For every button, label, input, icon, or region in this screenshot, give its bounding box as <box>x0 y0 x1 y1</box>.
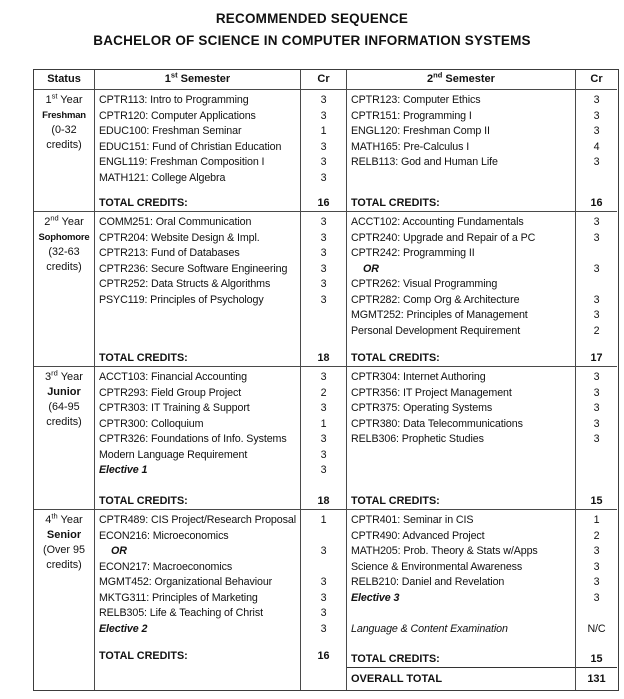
status-class-name: Sophomore <box>38 232 90 243</box>
course-credit: 1 <box>320 125 327 137</box>
course-name: EDUC100: Freshman Seminar <box>99 125 242 137</box>
header-semester-1 <box>95 70 301 89</box>
status-credit-range: (0-32 credits) <box>46 124 82 151</box>
course-credit: 3 <box>320 576 327 588</box>
sequence-table <box>33 69 619 691</box>
course-name: CPTR489: CIS Project/Research Proposal <box>99 514 296 526</box>
course-name <box>347 606 575 622</box>
total-credits-label: TOTAL CREDITS: <box>99 197 188 209</box>
header-sem1-sup: st <box>170 70 178 80</box>
course-credit: 3 <box>320 433 327 445</box>
status-class-name: Freshman <box>42 110 86 121</box>
course-credit: 3 <box>593 417 600 430</box>
course-name: OR <box>363 262 379 275</box>
header-semester-2 <box>347 70 576 89</box>
course-name: CPTR380: Data Telecommunications <box>351 417 523 430</box>
sem1-credits-column <box>301 366 347 509</box>
year-block <box>34 366 618 509</box>
course-credit <box>576 246 617 262</box>
course-credit: 3 <box>593 576 600 588</box>
total-credits-label: TOTAL CREDITS: <box>351 197 440 209</box>
status-year-word: Year <box>58 216 84 228</box>
course-name: RELB305: Life & Teaching of Christ <box>99 607 263 619</box>
course-credit: 3 <box>593 216 600 228</box>
page-title: RECOMMENDED SEQUENCE <box>215 11 409 26</box>
course-credit: 3 <box>593 156 600 168</box>
course-name: CPTR252: Data Structs & Algorithms <box>99 278 271 290</box>
year-block <box>34 211 618 366</box>
course-name: Elective 2 <box>99 622 148 635</box>
course-credit: 3 <box>320 545 327 557</box>
status-cell <box>34 89 95 211</box>
course-credit <box>576 277 617 293</box>
course-credit: 2 <box>593 529 600 542</box>
course-credit: 3 <box>320 278 327 290</box>
sem1-courses <box>95 211 301 366</box>
overall-total-label: OVERALL TOTAL <box>347 667 575 690</box>
sem2-credits-column <box>576 509 617 690</box>
status-year-word: Year <box>57 94 83 106</box>
course-credit: 3 <box>593 309 600 321</box>
course-credit: 3 <box>320 607 327 619</box>
course-name: RELB210: Daniel and Revelation <box>351 576 505 588</box>
course-name: RELB113: God and Human Life <box>351 156 498 168</box>
status-ordinal: 3 <box>45 371 52 383</box>
status-year-word: Year <box>57 514 83 526</box>
course-credit: 1 <box>320 417 327 430</box>
years-container <box>34 89 618 690</box>
sem2-credits-column <box>576 211 617 366</box>
course-credit: 3 <box>593 109 600 122</box>
course-name: ACCT103: Financial Accounting <box>99 371 247 383</box>
course-credit <box>301 560 346 576</box>
total-credits-value: 16 <box>590 197 603 209</box>
course-credit: 3 <box>593 293 600 306</box>
course-name: CPTR304: Internet Authoring <box>351 371 486 383</box>
status-class-name: Junior <box>47 386 81 398</box>
overall-total-value: 131 <box>576 667 617 690</box>
status-credit-range: (32-63 credits) <box>46 246 82 273</box>
course-credit: 1 <box>320 514 327 526</box>
status-ordinal-suffix: nd <box>50 213 59 223</box>
status-ordinal-suffix: rd <box>51 368 58 378</box>
sem1-credits-column <box>301 211 347 366</box>
status-ordinal: 2 <box>44 216 51 228</box>
course-credit: 4 <box>593 140 600 153</box>
course-credit: 3 <box>593 231 600 244</box>
status-credit-range: (64-95 credits) <box>46 401 82 428</box>
course-name: CPTR375: Operating Systems <box>351 402 493 414</box>
sem2-credits-column <box>576 366 617 509</box>
course-name: CPTR282: Comp Org & Architecture <box>351 293 520 306</box>
course-credit: 3 <box>593 433 600 445</box>
course-credit: 2 <box>593 324 600 337</box>
course-credit: 3 <box>593 560 600 573</box>
course-credit: 1 <box>593 514 600 526</box>
course-name: CPTR120: Computer Applications <box>99 109 256 122</box>
course-name: Elective 1 <box>99 464 148 476</box>
header-status: Status <box>34 70 95 89</box>
total-credits-label: TOTAL CREDITS: <box>351 495 440 507</box>
course-name: CPTR356: IT Project Management <box>351 386 512 399</box>
status-cell <box>34 509 95 690</box>
course-credit: 2 <box>320 386 327 399</box>
sem2-courses <box>347 366 576 509</box>
header-credits-1: Cr <box>301 70 347 89</box>
course-name: CPTR401: Seminar in CIS <box>351 514 474 526</box>
status-year <box>34 215 94 230</box>
total-credits-value: 16 <box>317 650 330 662</box>
course-name: CPTR262: Visual Programming <box>351 278 498 290</box>
course-name: CPTR113: Intro to Programming <box>99 94 249 106</box>
total-credits-label: TOTAL CREDITS: <box>351 653 440 665</box>
course-credit: 3 <box>320 247 327 259</box>
sem1-courses <box>95 509 301 690</box>
page-subtitle: BACHELOR OF SCIENCE IN COMPUTER INFORMATION SYSTEMS <box>93 33 531 48</box>
course-name: CPTR490: Advanced Project <box>351 529 485 542</box>
header-sem2-sup: nd <box>433 70 443 80</box>
course-credit: 3 <box>320 156 327 168</box>
course-name: CPTR293: Field Group Project <box>99 386 242 399</box>
status-ordinal: 1 <box>45 94 52 106</box>
course-name: Science & Environmental Awareness <box>351 560 523 573</box>
year-block <box>34 509 618 690</box>
course-credit <box>576 606 617 622</box>
status-credit-range: (Over 95 credits) <box>42 544 85 571</box>
table-header-row <box>34 70 618 89</box>
course-credit: 3 <box>320 402 327 414</box>
course-credit <box>301 529 346 545</box>
course-name: Language & Content Examination <box>351 622 508 635</box>
course-name: CPTR326: Foundations of Info. Systems <box>99 433 287 445</box>
course-name: PSYC119: Principles of Psychology <box>99 293 264 306</box>
course-name: Elective 3 <box>351 591 400 604</box>
course-credit: 3 <box>320 171 327 184</box>
total-credits-value: 15 <box>590 495 603 507</box>
course-name: CPTR151: Programming I <box>351 109 472 122</box>
course-name: CPTR213: Fund of Databases <box>99 247 240 259</box>
course-credit: 3 <box>593 591 600 604</box>
course-credit: 3 <box>593 125 600 137</box>
course-name: MATH165: Pre-Calculus I <box>351 140 470 153</box>
status-year <box>34 513 94 528</box>
sem1-credits-column <box>301 509 347 690</box>
status-ordinal-suffix: th <box>51 511 58 521</box>
total-credits-label: TOTAL CREDITS: <box>99 352 188 364</box>
course-name: RELB306: Prophetic Studies <box>351 433 484 445</box>
course-name: MGMT452: Organizational Behaviour <box>99 576 273 588</box>
total-credits-value: 18 <box>317 495 330 507</box>
year-block <box>34 89 618 211</box>
course-credit: 3 <box>320 448 327 461</box>
course-credit: 3 <box>320 109 327 122</box>
course-credit: 3 <box>593 402 600 414</box>
course-name: CPTR240: Upgrade and Repair of a PC <box>351 231 536 244</box>
course-credit: 3 <box>320 293 327 306</box>
course-credit: 3 <box>320 216 327 228</box>
header-credits-2: Cr <box>590 73 603 85</box>
course-credit: N/C <box>587 622 606 635</box>
status-cell <box>34 211 95 366</box>
total-credits-label: TOTAL CREDITS: <box>99 650 188 662</box>
total-credits-label: TOTAL CREDITS: <box>99 495 188 507</box>
course-name: CPTR303: IT Training & Support <box>99 402 250 414</box>
course-name: ENGL119: Freshman Composition I <box>99 156 265 168</box>
header-sem2-rest: Semester <box>442 73 495 85</box>
sem1-credits-column <box>301 89 347 211</box>
total-credits-value: 16 <box>317 197 330 209</box>
total-credits-value: 15 <box>590 653 603 665</box>
course-credit: 3 <box>320 140 327 153</box>
course-name: CPTR236: Secure Software Engineering <box>99 262 288 275</box>
course-name: CPTR242: Programming II <box>351 247 475 259</box>
sem2-credits-column <box>576 89 617 211</box>
header-sem2-num: 2 <box>427 73 434 85</box>
course-credit: 3 <box>593 386 600 399</box>
document-titles <box>0 0 624 48</box>
course-name: MGMT252: Principles of Management <box>351 309 528 321</box>
status-year-word: Year <box>57 371 83 383</box>
status-ordinal-suffix: st <box>51 91 58 101</box>
sem1-courses <box>95 366 301 509</box>
course-name: Personal Development Requirement <box>351 324 521 337</box>
status-cell <box>34 366 95 509</box>
course-credit: 3 <box>593 371 600 383</box>
course-name: COMM251: Oral Communication <box>99 216 252 228</box>
course-name: EDUC151: Fund of Christian Education <box>99 140 282 153</box>
course-credit: 3 <box>593 262 600 275</box>
status-ordinal: 4 <box>45 514 52 526</box>
header-sem1-num: 1 <box>164 73 171 85</box>
sem1-courses <box>95 89 301 211</box>
course-name: OR <box>111 545 127 557</box>
course-credit: 3 <box>593 545 600 557</box>
status-year <box>34 93 94 108</box>
course-name: CPTR300: Colloquium <box>99 417 204 430</box>
course-credit: 3 <box>320 231 327 244</box>
status-class-name: Senior <box>46 529 82 541</box>
sem2-courses <box>347 89 576 211</box>
status-year <box>34 370 94 385</box>
course-name: ACCT102: Accounting Fundamentals <box>351 216 524 228</box>
course-name: MKTG311: Principles of Marketing <box>99 591 258 604</box>
header-sem1-rest: Semester <box>177 73 231 85</box>
total-credits-label: TOTAL CREDITS: <box>351 352 440 364</box>
course-credit: 3 <box>320 622 327 635</box>
course-credit: 3 <box>320 94 327 106</box>
sem2-courses <box>347 211 576 366</box>
course-name: ENGL120: Freshman Comp II <box>351 125 490 137</box>
course-name: CPTR123: Computer Ethics <box>351 94 481 106</box>
course-name: CPTR204: Website Design & Impl. <box>99 231 260 244</box>
course-name: MATH121: College Algebra <box>99 171 226 184</box>
total-credits-value: 18 <box>317 352 330 364</box>
course-credit: 3 <box>320 591 327 604</box>
course-credit: 3 <box>593 94 600 106</box>
course-credit: 3 <box>320 371 327 383</box>
course-name: ECON216: Microeconomics <box>99 529 229 542</box>
sem2-courses <box>347 509 576 690</box>
course-name: ECON217: Macroeconomics <box>99 560 233 573</box>
total-credits-value: 17 <box>590 352 603 364</box>
course-credit: 3 <box>320 464 327 476</box>
course-name: Modern Language Requirement <box>99 448 248 461</box>
course-credit: 3 <box>320 262 327 275</box>
course-name: MATH205: Prob. Theory & Stats w/Apps <box>351 545 538 557</box>
